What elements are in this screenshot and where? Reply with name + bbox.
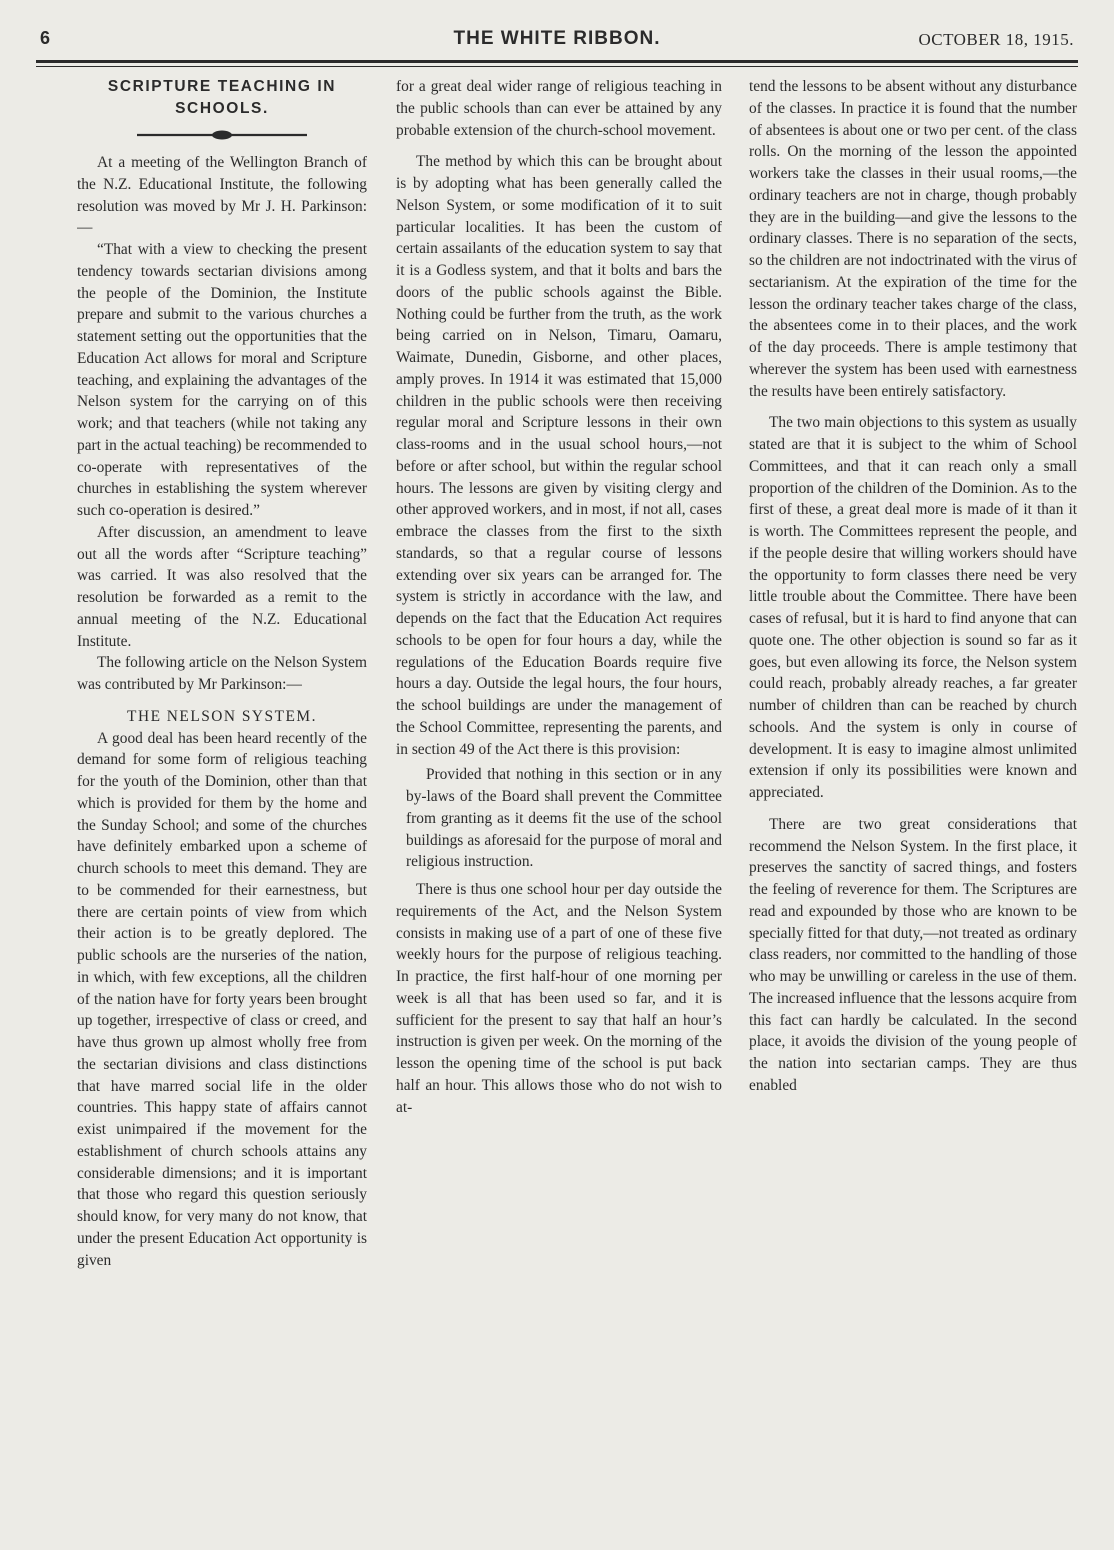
resolution-quote: “That with a view to checking the present tendency towards sectarian divisions among the people of the Dominion, the Institute prepare and submit to the various churches a statement setting out the opportunities that the Education Act allows for moral and Scripture teaching, and explaining the advantages of the Nelson system for the carrying on of this work; and that teachers (while not taking any part in the actual teaching) be recommended to co-operate with representatives of the churches in establishing the system wherever such co-operation is desired.” bbox=[77, 241, 367, 519]
objections-paragraph: The two main objections to this system as usually stated are that it is subject to the whim of School Committees, and that it can reach only a small proportion of the children of the Dominion. As to the first of these, a great deal more is made of it than it is worth. The Committees represent the people, and if the people desire that willing workers should have the opportunity to form classes there need be very little trouble about the Committee. There have been cases of refusal, but it is hard to find anyone that can quote one. The other objection is sound so far as it goes, but even allowing its force, the Nelson system could reach, probably already reaches, a far greater number of children than can be reached by church schools. And the system is only in course of development. It is easy to imagine almost unlimited extension if only its possibilities were known and appreciated. bbox=[749, 414, 1077, 801]
contribution-paragraph: The following article on the Nelson System was contributed by Mr Parkinson:— bbox=[77, 654, 367, 693]
school-hour-paragraph: There is thus one school hour per day outside the requirements of the Act, and the Nelson System consists in making use of a part of one of these five weekly hours for the purpose of religious teaching. In practice, the first half-hour of one morning per week is all that has been used so far, and it is sufficient for the present to say that half an hour’s instruction is given per week. On the morning of the lesson the opening time of the school is put back half an hour. This allows those who do not wish to at- bbox=[396, 881, 722, 1116]
method-paragraph: The method by which this can be brought about is by adopting what has been generally called the Nelson System, or some modification of it to suit particular localities. It has been the custom of certain assailants of the education system to say that it is a Godless system, and that it bolts and bars the doors of the public schools against the Bible. Nothing could be further from the truth, as the work being carried on in Nelson, Timaru, Oamaru, Waimate, Dunedin, Gisborne, and other places, amply proves. In 1914 it was estimated that 15,000 children in the public schools were then receiving regular moral and Scripture lessons in their own class-rooms and in the usual school hours,—not before or after school, but within the regular school hours. The lessons are given by visiting clergy and other approved workers, and in most, if not all, cases embrace the classes from the first to the sixth standards, so that a regular course of lessons extending over six years can be arranged for. The system is strictly in accordance with the law, and depends on the fact that the Education Act requires schools to be open for four hours a day, while the regulations of the Education Boards require five hours a day. Outside the legal hours, the four hours, the school buildings are under the management of the School Committee, representing the parents, and in section 49 of the Act there is this provision: bbox=[396, 153, 722, 758]
act-provision-quote: Provided that nothing in this section or in any by-laws of the Board shall prevent the Committee from granting as it deems fit the use of the school buildings as aforesaid for the purpose of moral and religious instruction. bbox=[406, 766, 722, 871]
continued-paragraph-2: tend the lessons to be absent without any disturbance of the classes. In practice it is found that the number of absentees is about one or two per cent. of the class rolls. On the morning of the lesson the appointed workers take the classes in their usual rooms,—the ordinary teachers are not in charge, though probably they are in the building—and give the lessons to the ordinary classes. There is no separation of the sects, so the children are not indoctrinated with the virus of sectarianism. At the expiration of the time for the lesson the ordinary teacher takes charge of the class, the absentees come in to their places, and the work of the day proceeds. There is ample testimony that wherever the system has been used with earnestness the results have been entirely satisfactory. bbox=[749, 78, 1077, 400]
issue-date: OCTOBER 18, 1915. bbox=[918, 30, 1074, 49]
article-headline bbox=[77, 76, 367, 120]
headline-line-2: SCHOOLS. bbox=[175, 100, 269, 117]
ornament-divider-icon bbox=[137, 128, 307, 142]
column-1 bbox=[77, 76, 367, 1536]
considerations-paragraph: There are two great considerations that recommend the Nelson System. In the first place, it preserves the sanctity of sacred things, and fosters the feeling of reverence for them. The Scriptures are read and expounded by those who are known to be specially fitted for that duty,—not treated as ordinary class readers, nor committed to the handling of those who may be unwilling or careless in the use of them. The increased influence that the lessons acquire from this fact can hardly be calculated. In the second place, it avoids the division of the young people of the nation into sectarian camps. They are thus enabled bbox=[749, 815, 1077, 1094]
headline-line-1: SCRIPTURE TEACHING IN bbox=[107, 78, 337, 95]
column-2 bbox=[396, 76, 722, 1536]
continued-paragraph: for a great deal wider range of religious teaching in the public schools than can ever be attained by any probable extension of the church-school movement. bbox=[396, 78, 722, 139]
nelson-intro-paragraph: A good deal has been heard recently of the demand for some form of religious teaching for the youth of the Dominion, other than that which is provided for them by the home and the Sunday School; and some of the churches have definitely embarked upon a scheme of church schools to meet this demand. They are to be commended for their earnestness, but there are certain points of view from which their action is to be greatly deplored. The public schools are the nurseries of the nation, in which, with few exceptions, all the children of the nation have for forty years been brought up together, irrespective of class or creed, and have thus grown up almost wholly free from the sectarian divisions and class distinctions that have marred social life in the older countries. This happy state of affairs cannot exist unimpaired if the movement for the establishment of church schools attains any considerable dimensions; and it is important that those who regard this question seriously should know, for very many do not know, that under the present Education Act opportunity is given bbox=[77, 729, 367, 1269]
intro-paragraph: At a meeting of the Wellington Branch of the N.Z. Educational Institute, the following resolution was moved by Mr J. H. Parkinson:— bbox=[77, 154, 367, 237]
amendment-paragraph: After discussion, an amendment to leave out all the words after “Scripture teaching” was carried. It was also resolved that the resolution be forwarded as a remit to the annual meeting of the N.Z. Educational Institute. bbox=[77, 523, 367, 650]
header-rule-thick bbox=[36, 60, 1078, 63]
subheading-nelson-system: THE NELSON SYSTEM. bbox=[127, 707, 317, 725]
page-number: 6 bbox=[40, 28, 51, 48]
header-rule-thin bbox=[36, 66, 1078, 67]
masthead-title: THE WHITE RIBBON. bbox=[453, 28, 661, 49]
page-header bbox=[40, 26, 1074, 54]
column-3 bbox=[749, 76, 1077, 1536]
